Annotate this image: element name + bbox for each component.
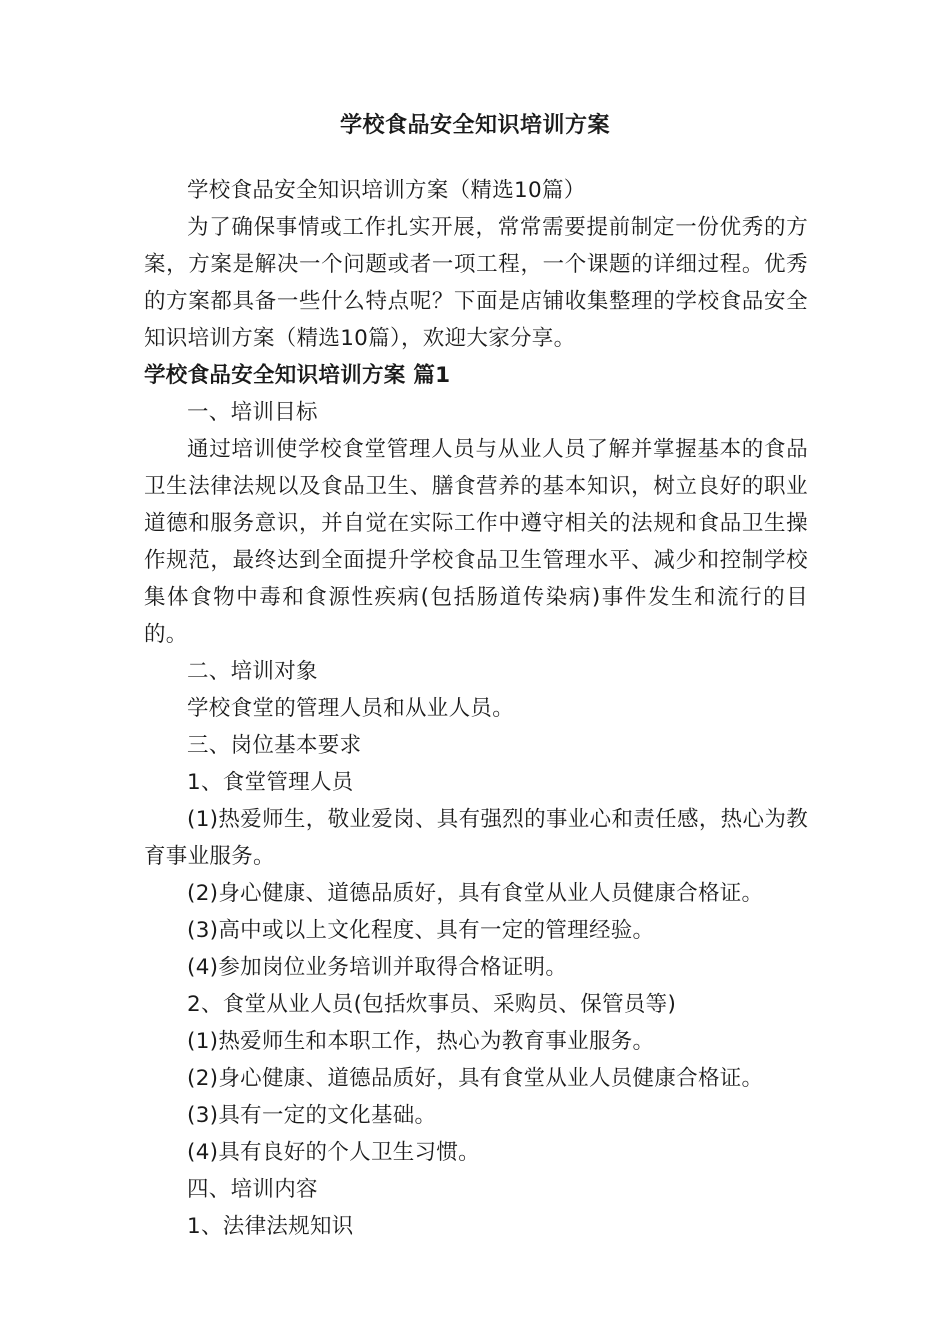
list-item: (1)热爱师生，敬业爱岗、具有强烈的事业心和责任感，热心为教育事业服务。 — [144, 807, 808, 869]
list-item: (1)热爱师生和本职工作，热心为教育事业服务。 — [187, 1029, 655, 1054]
training-target-paragraph: 学校食堂的管理人员和从业人员。 — [187, 696, 515, 721]
training-goal-paragraph: 通过培训使学校食堂管理人员与从业人员了解并掌握基本的食品卫生法律法规以及食品卫生、膳食营养的基本知识，树立良好的职业道德和服务意识，并自觉在实际工作中遵守相关的法规和食品卫生操作规范，最终达到全面提升学校食品卫生管理水平、减少和控制学校集体食物中毒和食源性疾病(包括肠道传染病)事件发生和流行的目的。 — [144, 437, 808, 647]
subheading-laws-knowledge: 1、法律法规知识 — [187, 1214, 354, 1239]
heading-training-target: 二、培训对象 — [187, 659, 318, 684]
subheading-canteen-staff: 2、食堂从业人员(包括炊事员、采购员、保管员等) — [187, 992, 677, 1017]
document-body — [144, 172, 808, 1245]
list-item: (2)身心健康、道德品质好，具有食堂从业人员健康合格证。 — [187, 1066, 764, 1091]
heading-training-content: 四、培训内容 — [187, 1177, 318, 1202]
subheading-canteen-managers: 1、食堂管理人员 — [187, 770, 354, 795]
document-title: 学校食品安全知识培训方案 — [339, 113, 610, 138]
list-item: (4)参加岗位业务培训并取得合格证明。 — [187, 955, 568, 980]
subtitle-paragraph: 学校食品安全知识培训方案（精选10篇） — [187, 178, 586, 203]
list-item: (2)身心健康、道德品质好，具有食堂从业人员健康合格证。 — [187, 881, 764, 906]
list-item: (3)高中或以上文化程度、具有一定的管理经验。 — [187, 918, 655, 943]
intro-paragraph: 为了确保事情或工作扎实开展，常常需要提前制定一份优秀的方案，方案是解决一个问题或者一项工程，一个课题的详细过程。优秀的方案都具备一些什么特点呢？下面是店铺收集整理的学校食品安全知识培训方案（精选10篇），欢迎大家分享。 — [144, 215, 808, 351]
list-item: (3)具有一定的文化基础。 — [187, 1103, 437, 1128]
heading-training-goal: 一、培训目标 — [187, 400, 318, 425]
list-item: (4)具有良好的个人卫生习惯。 — [187, 1140, 480, 1165]
section-heading-part-1: 学校食品安全知识培训方案 篇1 — [144, 363, 451, 388]
heading-job-requirements: 三、岗位基本要求 — [187, 733, 362, 758]
